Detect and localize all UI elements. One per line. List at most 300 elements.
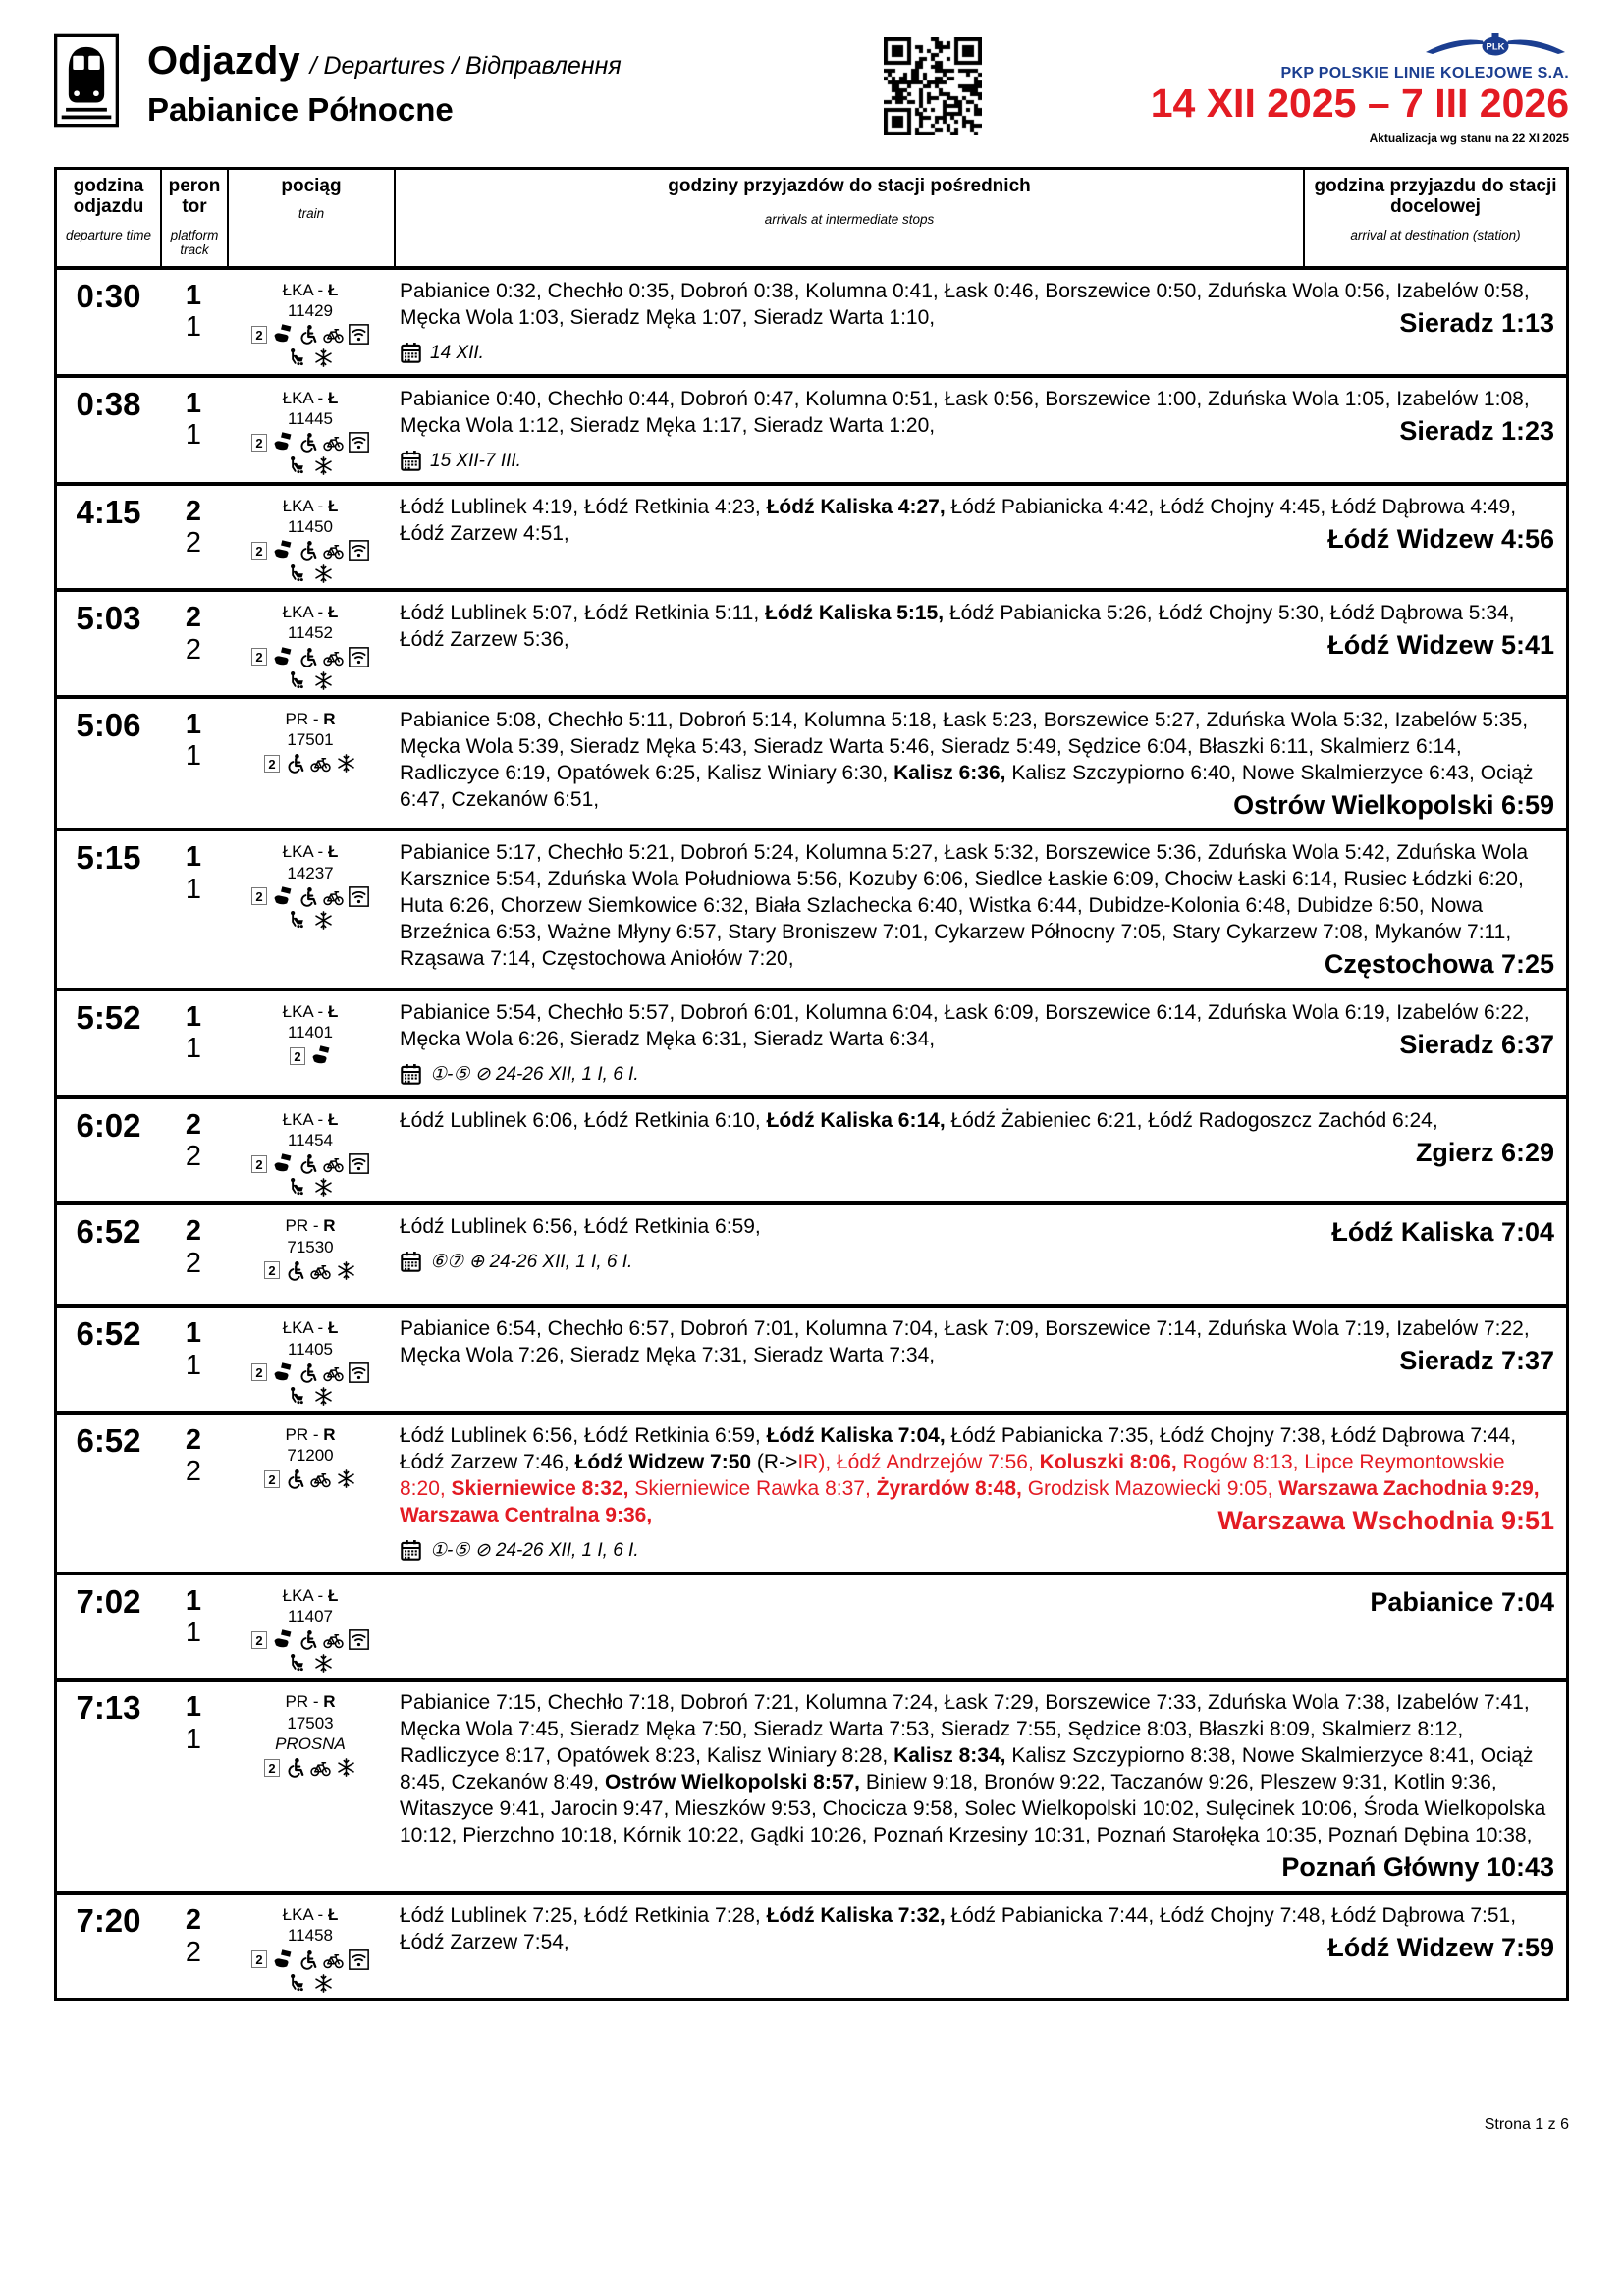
stroller-icon	[288, 670, 308, 691]
aircon-icon	[313, 1386, 334, 1407]
wheelchair-icon	[298, 1949, 318, 1970]
page-number: Strona 1 z 6	[1484, 2115, 1569, 2133]
platform-track	[160, 275, 227, 370]
stops-list	[400, 999, 1554, 1059]
train-category: Ł	[327, 1318, 339, 1338]
carrier-code: ŁKA -	[282, 1318, 328, 1338]
bicycle-icon	[310, 753, 331, 774]
wheelchair-icon	[298, 1629, 318, 1650]
timetable-row	[57, 1095, 1566, 1202]
calendar-icon	[400, 1063, 422, 1086]
aircon-icon	[313, 563, 334, 584]
wheelchair-icon	[298, 540, 318, 561]
platform-number: 2	[185, 1423, 202, 1456]
carrier-code: ŁKA -	[282, 1001, 328, 1021]
service-icons	[227, 324, 394, 345]
service-icons	[227, 540, 394, 561]
destination: Łódź Widzew 4:56	[1327, 523, 1554, 554]
wheelchair-icon	[298, 432, 318, 453]
stops-cell	[394, 597, 1566, 691]
class-2-icon: 2	[251, 1631, 267, 1649]
platform-track	[160, 996, 227, 1092]
stop-segment: Łódź Lublinek 6:56, Łódź Retkinia 6:59,	[400, 1215, 761, 1239]
train-number: 11429	[287, 300, 333, 320]
stop-segment: Łódź Lublinek 6:06, Łódź Retkinia 6:10,	[400, 1108, 767, 1132]
service-note	[400, 448, 1554, 474]
aircon-icon	[313, 1177, 334, 1198]
aircon-icon	[313, 670, 334, 691]
service-icons	[227, 347, 394, 368]
train-number: 11452	[287, 623, 333, 643]
aircon-icon	[313, 910, 334, 931]
destination: Łódź Widzew 5:41	[1327, 630, 1554, 661]
class-2-icon: 2	[251, 434, 267, 452]
platform-number: 1	[185, 708, 202, 740]
class-2-icon: 2	[264, 755, 280, 773]
stops-list	[400, 494, 1554, 554]
departure-time: 5:15	[76, 839, 141, 877]
carrier-code: ŁKA -	[282, 388, 328, 407]
train-category: R	[323, 1216, 336, 1236]
departure-time: 5:06	[76, 706, 141, 743]
carrier-code: ŁKA -	[282, 1585, 328, 1605]
platform-track	[160, 704, 227, 825]
platform-number: 2	[185, 1108, 202, 1141]
stops-cell	[394, 996, 1566, 1092]
stops-list	[400, 386, 1554, 446]
destination: Poznań Główny 10:43	[1281, 1852, 1554, 1883]
train-carrier	[227, 1691, 394, 1712]
train-category: Ł	[327, 842, 339, 862]
stop-segment: Grodzisk Mazowiecki 9:05,	[1021, 1476, 1279, 1500]
train-info	[227, 704, 394, 825]
service-note-text: 15 XII-7 III.	[430, 450, 521, 471]
track-number: 2	[185, 1247, 202, 1279]
platform-track	[160, 1210, 227, 1300]
aircon-icon	[313, 347, 334, 368]
departure-time: 5:03	[76, 600, 141, 637]
train-carrier	[227, 1215, 394, 1236]
train-category: Ł	[327, 388, 339, 407]
service-icons	[227, 910, 394, 931]
stops-cell	[394, 1686, 1566, 1887]
bicycle-icon	[323, 1153, 344, 1174]
bicycle-icon	[323, 324, 344, 345]
stops-cell	[394, 383, 1566, 478]
platform-number: 1	[185, 279, 202, 311]
track-number: 1	[185, 1349, 202, 1381]
departure-time: 6:52	[76, 1315, 141, 1353]
stop-segment: Łódź Żabieniec 6:21, Łódź Radogoszcz Zachód 6:24,	[945, 1108, 1438, 1132]
stroller-icon	[288, 347, 308, 368]
stop-segment: Biniew 9:18, Bronów 9:22, Taczanów 9:26, Pleszew 9:31, Kotlin 9:36, Witaszyce 9:41, Jarocin 9:47, Mieszków 9:53, Chocicza 9:58, Solec Wielkopolski 10:02, Sulęcinek 10:06, Środa Wielkopolska 10:12, Pierzchno 10:18, Kórnik 10:22, Gądki 10:26, Poznań Krzesiny 10:31, Poznań Starołęka 10:35, Poznań Dębina 10:38,	[400, 1771, 1546, 1847]
service-icons	[227, 563, 394, 584]
stop-segment: Łódź Lublinek 7:25, Łódź Retkinia 7:28,	[400, 1904, 767, 1928]
onboard-ticket-icon	[310, 1045, 331, 1066]
destination: Warszawa Wschodnia 9:51	[1217, 1505, 1554, 1535]
col-platform-header: peron tor platform track	[160, 170, 227, 266]
service-icons	[227, 1045, 394, 1066]
timetable-row	[57, 588, 1566, 695]
wifi-icon	[349, 886, 369, 907]
service-note	[400, 1537, 1554, 1564]
departure-time: 7:13	[76, 1689, 141, 1727]
stop-segment: Kalisz Szczypiorno 6:40, Nowe Skalmierzyce 6:43, Ociąż 6:47, Czekanów 6:51,	[400, 761, 1534, 811]
stop-segment: Pabianice 0:32, Chechło 0:35, Dobroń 0:38, Kolumna 0:41, Łask 0:46, Borszewice 0:50, Zduńska Wola 0:56, Izabelów 0:58, Męcka Wola 1:03, Sieradz Męka 1:07, Sieradz Warta 1:10,	[400, 279, 1530, 329]
train-info	[227, 1104, 394, 1199]
destination: Łódź Widzew 7:59	[1327, 1933, 1554, 1963]
stroller-icon	[288, 910, 308, 931]
stops-list	[400, 1422, 1554, 1535]
aircon-icon	[313, 1653, 334, 1674]
wifi-icon	[349, 432, 369, 453]
stop-segment: Łódź Pabianicka 7:35, Łódź Chojny 7:38, Łódź Dąbrowa 7:44, Łódź Zarzew 7:46,	[400, 1423, 1517, 1473]
track-number: 2	[185, 633, 202, 666]
wheelchair-icon	[285, 1260, 305, 1281]
departures-pictogram-icon	[54, 33, 119, 133]
service-note-text: ①-⑤ ⊘ 24-26 XII, 1 I, 6 I.	[430, 1063, 639, 1085]
onboard-ticket-icon	[272, 1153, 293, 1174]
plk-logo-icon	[1422, 41, 1569, 63]
bicycle-icon	[323, 1949, 344, 1970]
train-info	[227, 597, 394, 691]
wifi-icon	[349, 1629, 369, 1650]
stops-cell	[394, 1419, 1566, 1568]
stop-segment: Łódź Kaliska 6:14,	[766, 1108, 946, 1132]
stops-list	[400, 1213, 1554, 1248]
train-category: Ł	[327, 496, 339, 515]
stop-segment: Kalisz Szczypiorno 8:38, Nowe Skalmierzyce 8:41, Ociąż 8:45, Czekanów 8:49,	[400, 1744, 1534, 1794]
col-destination-header: godzina przyjazdu do stacji docelowej arrival at destination (station)	[1303, 170, 1566, 266]
service-icons	[227, 1629, 394, 1650]
stop-segment: Pabianice 5:08, Chechło 5:11, Dobroń 5:14, Kolumna 5:18, Łask 5:23, Borszewice 5:27, Zduńska Wola 5:32, Izabelów 5:35, Męcka Wola 5:39, Sieradz Męka 5:43, Sieradz Warta 5:46, Sieradz 5:49, Sędzice 6:04, Błaszki 6:11, Skalmierz 6:14, Radliczyce 6:19, Opatówek 6:25, Kalisz Winiary 6:30,	[400, 708, 1529, 784]
class-2-icon: 2	[251, 326, 267, 344]
stop-segment: Pabianice 5:54, Chechło 5:57, Dobroń 6:01, Kolumna 6:04, Łask 6:09, Borszewice 6:14, Zduńska Wola 6:19, Izabelów 6:22, Męcka Wola 6:26, Sieradz Męka 6:31, Sieradz Warta 6:34,	[400, 1000, 1530, 1050]
stops-list	[400, 278, 1554, 338]
stop-segment: IR), Łódź Andrzejów 7:56,	[797, 1450, 1040, 1473]
service-icons	[227, 1260, 394, 1281]
wifi-icon	[349, 1153, 369, 1174]
train-carrier	[227, 388, 394, 408]
stops-cell	[394, 1899, 1566, 1994]
stroller-icon	[288, 1386, 308, 1407]
departure-time: 5:52	[76, 998, 141, 1036]
wheelchair-icon	[298, 324, 318, 345]
stops-cell	[394, 836, 1566, 984]
stroller-icon	[288, 1653, 308, 1674]
train-number: 11405	[287, 1339, 333, 1359]
platform-number: 1	[185, 1000, 202, 1033]
track-number: 1	[185, 1033, 202, 1065]
class-2-icon: 2	[290, 1047, 305, 1065]
stops-cell	[394, 491, 1566, 585]
train-info	[227, 836, 394, 984]
stop-segment: Łódź Pabianicka 4:42, Łódź Chojny 4:45, Łódź Dąbrowa 4:49, Łódź Zarzew 4:51,	[400, 495, 1517, 545]
aircon-icon	[336, 1260, 356, 1281]
wifi-icon	[349, 540, 369, 561]
destination: Sieradz 7:37	[1399, 1346, 1554, 1376]
destination: Ostrów Wielkopolski 6:59	[1233, 789, 1554, 820]
train-carrier	[227, 1317, 394, 1338]
stop-segment: Żyrardów 8:48,	[876, 1476, 1022, 1500]
departure-time: 6:52	[76, 1421, 141, 1459]
aircon-icon	[313, 455, 334, 476]
stroller-icon	[288, 455, 308, 476]
train-category: Ł	[327, 280, 339, 299]
destination: Sieradz 1:13	[1399, 307, 1554, 338]
carrier-code: ŁKA -	[282, 1905, 328, 1925]
onboard-ticket-icon	[272, 540, 293, 561]
timetable-row	[57, 695, 1566, 828]
onboard-ticket-icon	[272, 647, 293, 667]
onboard-ticket-icon	[272, 432, 293, 453]
onboard-ticket-icon	[272, 1949, 293, 1970]
train-category: R	[323, 1424, 336, 1444]
stop-segment: Łódź Lublinek 5:07, Łódź Retkinia 5:11,	[400, 602, 766, 625]
train-number: 71530	[287, 1237, 334, 1256]
bicycle-icon	[323, 432, 344, 453]
track-number: 2	[185, 1456, 202, 1488]
track-number: 1	[185, 1723, 202, 1755]
service-icons	[227, 753, 394, 774]
wifi-icon	[349, 324, 369, 345]
departure-time: 7:02	[76, 1582, 141, 1620]
train-carrier	[227, 496, 394, 516]
platform-track	[160, 1419, 227, 1568]
stops-cell	[394, 1580, 1566, 1675]
bicycle-icon	[310, 1757, 331, 1778]
platform-track	[160, 1580, 227, 1675]
carrier-code: ŁKA -	[282, 496, 328, 515]
train-info	[227, 383, 394, 478]
train-info	[227, 1210, 394, 1300]
service-icons	[227, 1973, 394, 1994]
bicycle-icon	[310, 1468, 331, 1489]
stops-list	[400, 1902, 1554, 1963]
timetable-row	[57, 482, 1566, 589]
stop-segment: Kalisz 8:34,	[893, 1744, 1006, 1768]
platform-track	[160, 1312, 227, 1407]
timetable-row	[57, 1411, 1566, 1572]
class-2-icon: 2	[251, 887, 267, 905]
carrier-code: ŁKA -	[282, 1109, 328, 1129]
bicycle-icon	[323, 647, 344, 667]
platform-number: 2	[185, 602, 202, 634]
carrier-code: PR -	[285, 709, 324, 728]
stop-segment: Łódź Lublinek 6:56, Łódź Retkinia 6:59,	[400, 1423, 767, 1447]
service-icons	[227, 647, 394, 667]
train-number: 71200	[287, 1446, 334, 1466]
page-title: Odjazdy	[147, 39, 300, 82]
platform-track	[160, 1104, 227, 1199]
platform-track	[160, 597, 227, 691]
track-number: 2	[185, 1936, 202, 1968]
stop-segment: Łódź Pabianicka 7:44, Łódź Chojny 7:48, Łódź Dąbrowa 7:51, Łódź Zarzew 7:54,	[400, 1904, 1517, 1954]
timetable-row	[57, 988, 1566, 1095]
col-train-header: pociąg train	[227, 170, 394, 266]
train-carrier	[227, 1904, 394, 1925]
class-2-icon: 2	[264, 1759, 280, 1777]
platform-track	[160, 836, 227, 984]
wheelchair-icon	[285, 753, 305, 774]
station-name: Pabianice Północne	[147, 91, 454, 128]
track-number: 1	[185, 740, 202, 773]
stop-segment: Skierniewice Rawka 8:37,	[628, 1476, 877, 1500]
destination: Pabianice 7:04	[1370, 1586, 1554, 1617]
wheelchair-icon	[298, 886, 318, 907]
stroller-icon	[288, 1177, 308, 1198]
train-info	[227, 1686, 394, 1887]
destination: Sieradz 1:23	[1399, 415, 1554, 446]
stops-list	[400, 707, 1554, 820]
train-carrier	[227, 841, 394, 862]
timetable-body	[57, 270, 1566, 1998]
train-number: 11445	[287, 408, 333, 428]
class-2-icon: 2	[251, 1950, 267, 1968]
track-number: 1	[185, 311, 202, 344]
platform-number: 1	[185, 1584, 202, 1617]
stop-segment: Koluszki 8:06,	[1039, 1450, 1177, 1473]
stop-segment: Rogów 8:13, Lipce Reymontowskie 8:20,	[400, 1450, 1505, 1500]
stops-list	[400, 839, 1554, 980]
wifi-icon	[349, 1949, 369, 1970]
stops-cell	[394, 1104, 1566, 1199]
train-number: 17503	[287, 1713, 334, 1733]
train-carrier	[227, 1109, 394, 1130]
timetable-row	[57, 1201, 1566, 1304]
stops-cell	[394, 275, 1566, 370]
bicycle-icon	[323, 886, 344, 907]
bicycle-icon	[323, 1629, 344, 1650]
train-carrier	[227, 1424, 394, 1445]
service-icons	[227, 432, 394, 453]
timetable-row	[57, 1891, 1566, 1998]
carrier-code: PR -	[285, 1692, 324, 1712]
aircon-icon	[336, 1468, 356, 1489]
bicycle-icon	[323, 540, 344, 561]
class-2-icon: 2	[264, 1470, 280, 1488]
stops-list	[400, 1689, 1554, 1883]
wheelchair-icon	[285, 1757, 305, 1778]
aircon-icon	[336, 1757, 356, 1778]
stops-cell	[394, 1210, 1566, 1300]
train-category: Ł	[327, 1905, 339, 1925]
aircon-icon	[336, 753, 356, 774]
train-number: 11407	[287, 1607, 333, 1627]
class-2-icon: 2	[264, 1261, 280, 1279]
stop-segment: Pabianice 7:15, Chechło 7:18, Dobroń 7:21, Kolumna 7:24, Łask 7:29, Borszewice 7:33, Zduńska Wola 7:38, Izabelów 7:41, Męcka Wola 7:45, Sieradz Męka 7:50, Sieradz Warta 7:53, Sieradz 7:55, Sędzice 8:03, Błaszki 8:09, Skalmierz 8:12, Radliczyce 8:17, Opatówek 8:23, Kalisz Winiary 8:28,	[400, 1691, 1530, 1768]
platform-track	[160, 1899, 227, 1994]
wheelchair-icon	[298, 1153, 318, 1174]
wifi-icon	[349, 647, 369, 667]
update-note: Aktualizacja wg stanu na 22 XI 2025	[1369, 132, 1569, 145]
stroller-icon	[288, 1973, 308, 1994]
service-icons	[227, 1757, 394, 1778]
train-number: 11401	[287, 1023, 333, 1042]
train-carrier	[227, 1585, 394, 1606]
wheelchair-icon	[298, 647, 318, 667]
onboard-ticket-icon	[272, 1629, 293, 1650]
train-number: 11458	[287, 1926, 333, 1946]
departure-time: 6:52	[76, 1213, 141, 1251]
class-2-icon: 2	[251, 542, 267, 560]
train-name: PROSNA	[275, 1734, 346, 1753]
bicycle-icon	[323, 1362, 344, 1383]
platform-track	[160, 383, 227, 478]
destination: Częstochowa 7:25	[1324, 949, 1554, 980]
departure-time: 7:20	[76, 1902, 141, 1940]
train-number: 14237	[287, 863, 334, 882]
wheelchair-icon	[298, 1362, 318, 1383]
stop-segment: Pabianice 0:40, Chechło 0:44, Dobroń 0:47, Kolumna 0:51, Łask 0:56, Borszewice 1:00, Zduńska Wola 1:05, Izabelów 1:08, Męcka Wola 1:12, Sieradz Męka 1:17, Sieradz Warta 1:20,	[400, 387, 1530, 437]
train-category: Ł	[327, 603, 339, 622]
track-number: 1	[185, 419, 202, 452]
platform-track	[160, 1686, 227, 1887]
service-icons	[227, 1653, 394, 1674]
stop-segment: Ostrów Wielkopolski 8:57,	[604, 1771, 861, 1794]
service-icons	[227, 455, 394, 476]
calendar-icon	[400, 1539, 422, 1562]
wifi-icon	[349, 1362, 369, 1383]
service-icons	[227, 886, 394, 907]
train-category: Ł	[327, 1109, 339, 1129]
page-header	[54, 26, 1569, 163]
track-number: 2	[185, 1141, 202, 1173]
stops-list	[400, 1107, 1554, 1167]
train-category: Ł	[327, 1001, 339, 1021]
table-header	[57, 170, 1566, 270]
train-carrier	[227, 602, 394, 622]
departures-table	[54, 167, 1569, 2001]
stop-segment: Łódź Kaliska 7:32,	[766, 1904, 946, 1928]
platform-number: 1	[185, 387, 202, 419]
stop-segment: Łódź Kaliska 5:15,	[765, 602, 945, 625]
timetable-row	[57, 828, 1566, 988]
service-icons	[227, 1177, 394, 1198]
service-icons	[227, 1362, 394, 1383]
train-category: R	[323, 709, 336, 728]
departure-time: 0:30	[76, 277, 141, 314]
stop-segment: Pabianice 5:17, Chechło 5:21, Dobroń 5:24, Kolumna 5:27, Łask 5:32, Borszewice 5:36, Zduńska Wola 5:42, Zduńska Wola Karsznice 5:54, Zduńska Wola Południowa 5:56, Kozuby 6:06, Siedlce Łaskie 6:09, Chociw Łaski 6:14, Rusiec Łódzki 6:20, Huta 6:26, Chorzew Siemkowice 6:32, Biała Szlachecka 6:40, Wistka 6:44, Dubidze-Kolonia 6:48, Dubidze 6:50, Nowa Brzeźnica 6:53, Ważne Młyny 6:57, Stary Broniszew 7:01, Cykarzew Północny 7:05, Stary Cykarzew 7:08, Mykanów 7:11, Rząsawa 7:14, Częstochowa Aniołów 7:20,	[400, 841, 1529, 971]
platform-number: 1	[185, 841, 202, 874]
train-info	[227, 275, 394, 370]
qr-code	[884, 37, 982, 135]
service-icons	[227, 1386, 394, 1407]
onboard-ticket-icon	[272, 324, 293, 345]
platform-number: 1	[185, 1317, 202, 1350]
class-2-icon: 2	[251, 648, 267, 666]
stops-list	[400, 600, 1554, 661]
onboard-ticket-icon	[272, 886, 293, 907]
stop-segment: Skierniewice 8:32,	[451, 1476, 629, 1500]
service-note	[400, 1061, 1554, 1088]
col-stops-header: godziny przyjazdów do stacji pośrednich arrivals at intermediate stops	[394, 170, 1303, 266]
carrier-code: ŁKA -	[282, 603, 328, 622]
timetable-row	[57, 374, 1566, 482]
service-note-text: ①-⑤ ⊘ 24-26 XII, 1 I, 6 I.	[430, 1539, 639, 1561]
stop-segment: Łódź Lublinek 4:19, Łódź Retkinia 4:23,	[400, 495, 767, 518]
train-info	[227, 1312, 394, 1407]
col-departure-header: godzina odjazdu departure time	[65, 176, 152, 242]
stop-segment: Łódź Widzew 7:50	[574, 1450, 752, 1473]
train-info	[227, 1419, 394, 1568]
destination: Sieradz 6:37	[1399, 1029, 1554, 1059]
bicycle-icon	[310, 1260, 331, 1281]
platform-number: 1	[185, 1691, 202, 1724]
carrier-code: PR -	[285, 1216, 324, 1236]
train-carrier	[227, 709, 394, 729]
service-note	[400, 1249, 1554, 1275]
